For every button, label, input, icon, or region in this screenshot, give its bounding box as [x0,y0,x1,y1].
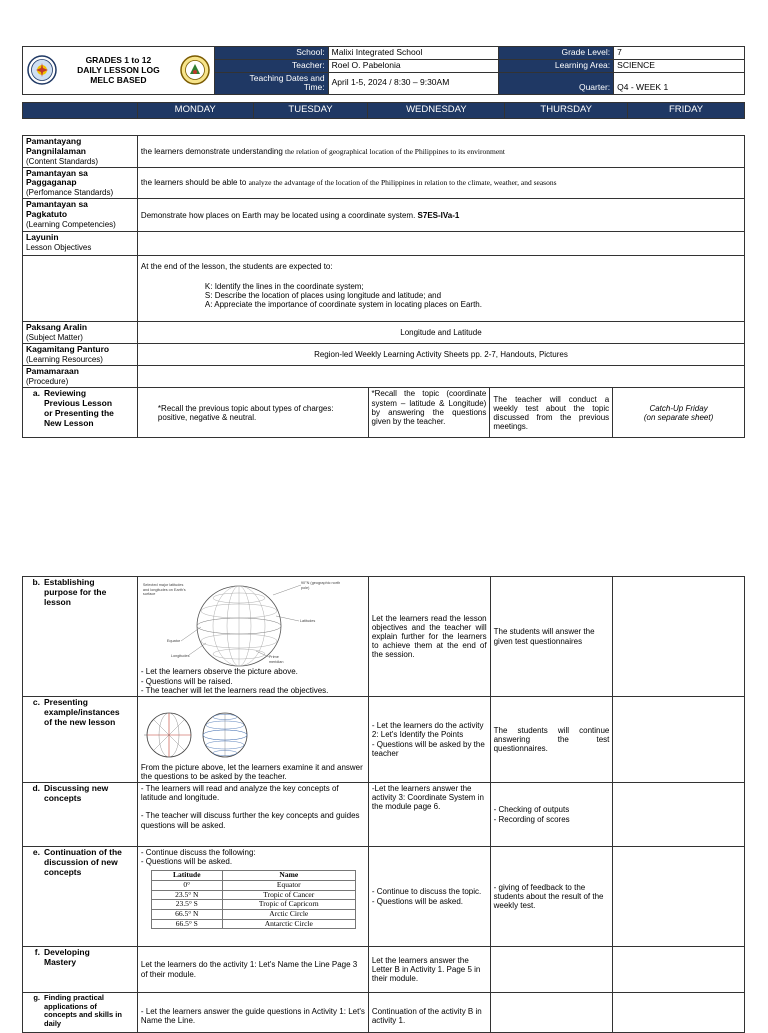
mastery-wed: Let the learners answer the Letter B in Activity 1. Page 5 in their module. [368,947,490,993]
applications-mon-tue: - Let the learners answer the guide questions in Activity 1: Let's Name the Line. [137,993,368,1033]
reviewing-label [23,388,138,438]
establishing-mon-2: - Questions will be raised. [140,676,233,686]
globe-caption-prime-meridian: Prime meridian [268,655,284,664]
reviewing-label-text: Reviewing Previous Lesson or Presenting the New Lesson [44,388,114,428]
objectives-intro: At the end of the lesson, the students are expected to: [140,262,333,272]
globe-caption-equator: Equator [166,639,181,644]
performance-standards-label [23,167,138,199]
area-value: SCIENCE [614,59,745,72]
discussing-thu-2: - Recording of scores [493,814,570,824]
day-thursday: THURSDAY [505,103,628,119]
subject-label-bold: Paksang Aralin [26,322,88,333]
lat-long-diagram-picture [141,705,261,763]
perf-std-text-a: the learners should be able to [140,178,247,188]
dates-label-line-1: Teaching Dates and [249,72,325,83]
mastery-label [23,947,138,993]
discussing-label-text: Discussing new concepts [44,783,109,803]
name-col-head: Name [222,871,355,881]
school-value: Malixi Integrated School [328,47,499,60]
grade-label: Grade Level: [499,47,614,60]
perf-std-text-b: analyze the advantage of the location of the Philippines in relation to the climate, weather, and seasons [248,178,557,188]
mastery-fri [613,947,745,993]
lesson-table-2 [22,576,745,1033]
procedure-label-bold: Pamamaraan [26,366,79,377]
presenting-wed-1: - Let the learners do the activity 2: Let's Identify the Points [371,721,484,740]
content-std-label-sub: (Content Standards) [26,156,99,166]
perf-std-label-1: Pamantayan sa [26,167,88,178]
header-title-cell [23,47,215,95]
discussing-wed: -Let the learners answer the activity 3: Coordinate System in the module page 6. [368,783,490,847]
lat-cell: 66.5° N [151,909,222,919]
objectives-label-blank [23,256,138,322]
subject-label-sub: (Subject Matter) [26,333,83,343]
dates-label-line-2: Time: [303,81,325,92]
objectives-label-bold: Layunin [26,232,59,243]
globe-caption-selected: Selected major latitudes and longitudes on Earth's surface [142,583,186,597]
establishing-letter: b. [32,577,40,587]
days-bar-blank [23,103,138,119]
discussing-thu-1: - Checking of outputs [493,805,570,815]
applications-label [23,993,138,1033]
competency-text [137,199,744,232]
applications-fri [613,993,745,1033]
continuation-fri [613,847,745,947]
continuation-mon-tue [137,847,368,947]
resources-text: Region-led Weekly Learning Activity Sheets pp. 2-7, Handouts, Pictures [137,344,744,366]
latitude-table [151,870,356,929]
presenting-label [23,697,138,783]
presenting-mon-tue [137,697,368,783]
presenting-mon-text: From the picture above, let the learners examine it and answer the questions to be asked by the teacher. [140,762,363,781]
mastery-letter: f. [34,947,40,957]
establishing-wed: Let the learners read the lesson objectives and the teacher will explain further for the learners to achieve them at the end of the session. [368,577,490,697]
procedure-label-sub: (Procedure) [26,377,69,387]
name-cell: Antarctic Circle [222,919,355,929]
continuation-wed-2: - Questions will be asked. [371,896,464,906]
establishing-label-text: Establishing purpose for the lesson [44,577,107,607]
teacher-label: Teacher: [214,59,328,72]
discussing-letter: d. [32,783,40,793]
fri-catchup: Catch-Up Friday [649,403,708,413]
presenting-fri [613,697,745,783]
day-monday: MONDAY [137,103,253,119]
subject-matter-label [23,322,138,344]
day-tuesday: TUESDAY [253,103,368,119]
deped-seal-icon [27,55,57,85]
presenting-label-text: Presenting example/instances of the new lesson [44,697,120,727]
name-cell: Arctic Circle [222,909,355,919]
reviewing-letter: a. [32,388,40,399]
content-standards-text [137,136,744,168]
competency-text-main: Demonstrate how places on Earth may be located using a coordinate system. [140,210,416,220]
establishing-mon-3: - The teacher will let the learners read the objectives. [140,685,329,695]
establishing-mon-tue [137,577,368,697]
content-std-text-b: the relation of geographical location of the Philippines to its environment [285,146,505,156]
content-std-label-1: Pamantayang [26,136,82,146]
subject-matter-text: Longitude and Latitude [137,322,744,344]
discussing-mon-1: - The learners will read and analyze the key concepts of latitude and longitude. [140,784,339,803]
title-line-3: MELC BASED [90,75,147,86]
presenting-letter: c. [32,697,40,707]
globe-caption-longitudes: Longitudes [170,654,190,659]
discussing-thu [490,783,613,847]
competency-label-sub: (Learning Competencies) [26,219,116,229]
mastery-mon-tue: Let the learners do the activity 1: Let's Name the Line Page 3 of their module. [137,947,368,993]
lat-cell: 66.5° S [151,919,222,929]
grade-value: 7 [614,47,745,60]
competency-label [23,199,138,232]
content-standards-label [23,136,138,168]
establishing-label [23,577,138,697]
continuation-label-text: Continuation of the discussion of new concepts [44,847,122,877]
objective-s: S: Describe the location of places using longitude and latitude; and [204,290,442,300]
globe-caption-pole: 90°N (geographic north pole) [300,581,341,590]
lesson-table-1 [22,135,745,438]
teacher-value: Roel O. Pabelonia [328,59,499,72]
name-cell: Tropic of Capricorn [222,900,355,910]
day-friday: FRIDAY [628,103,745,119]
continuation-label [23,847,138,947]
title-line-1: GRADES 1 to 12 [85,54,152,65]
performance-standards-text [137,167,744,199]
reviewing-thu: The teacher will conduct a weekly test about the topic discussed from the previous meetings. [490,388,613,438]
discussing-label [23,783,138,847]
latitude-col-head: Latitude [151,871,222,881]
applications-letter: g. [33,993,40,1002]
presenting-wed-2: - Questions will be asked by the teacher [371,739,485,758]
continuation-letter: e. [32,847,40,857]
establishing-thu: The students will answer the given test questionnaires [490,577,613,697]
applications-label-text: Finding practical applications of concepts and skills in daily [44,993,122,1028]
quarter-label: Quarter: [499,72,614,94]
competency-label-1: Pamantayan sa [26,199,88,210]
establishing-mon-1: - Let the learners observe the picture above. [140,667,298,677]
procedure-blank [137,366,744,388]
perf-std-label-sub: (Perfomance Standards) [26,188,114,198]
lat-cell: 0° [151,881,222,891]
applications-wed: Continuation of the activity B in activity 1. [368,993,490,1033]
procedure-label [23,366,138,388]
dates-value: April 1-5, 2024 / 8:30 – 9:30AM [328,72,499,94]
discussing-mon-2: - The teacher will discuss further the key concepts and guides questions will be asked. [140,811,360,830]
day-wednesday: WEDNESDAY [368,103,505,119]
continuation-wed-1: - Continue to discuss the topic. [371,887,482,897]
discussing-fri [613,783,745,847]
header-table [22,46,745,95]
applications-thu [490,993,613,1033]
lat-cell: 23.5° S [151,900,222,910]
quarter-value: Q4 - WEEK 1 [614,72,745,94]
content-std-label-2: Pangnilalaman [26,145,86,156]
competency-label-2: Pagkatuto [26,209,68,220]
globe-caption-latitudes: Latitudes [299,619,316,624]
continuation-thu: - giving of feedback to the students about the result of the weekly test. [490,847,613,947]
discussing-mon-tue [137,783,368,847]
mastery-label-text: Developing Mastery [44,947,90,967]
establishing-fri [613,577,745,697]
lat-cell: 23.5° N [151,890,222,900]
continuation-mon-1: - Continue discuss the following: [140,848,256,857]
school-seal-icon [180,55,210,85]
competency-code: S7ES-IVa-1 [417,210,460,220]
objectives-blank [137,232,744,256]
resources-label [23,344,138,366]
mastery-thu [490,947,613,993]
objectives-label [23,232,138,256]
presenting-wed [368,697,490,783]
continuation-wed [368,847,490,947]
objective-a: A: Appreciate the importance of coordinate system in locating places on Earth. [204,300,482,309]
objectives-text [137,256,744,322]
days-bar [22,102,745,119]
presenting-thu: The students will continue answering the test questionnaires. [490,697,613,783]
resources-label-sub: (Learning Resources) [26,355,103,365]
reviewing-mon-tue: *Recall the previous topic about types of charges: positive, negative & neutral. [137,388,368,438]
dates-label [214,72,328,94]
title-line-2: DAILY LESSON LOG [77,65,160,76]
resources-label-bold: Kagamitang Panturo [26,344,110,355]
objectives-label-sub: Lesson Objectives [26,243,92,253]
content-std-text-a: the learners demonstrate understanding [140,146,283,156]
perf-std-label-2: Paggaganap [26,177,77,188]
name-cell: Equator [222,881,355,891]
school-label: School: [214,47,328,60]
continuation-mon-2: - Questions will be asked. [140,857,233,867]
objective-k: K: Identify the lines in the coordinate system; [204,281,364,291]
reviewing-wed: *Recall the topic (coordinate system – latitude & Longitude) by answering the questions given by the teacher. [368,388,490,438]
fri-separate: (on separate sheet) [643,412,714,422]
name-cell: Tropic of Cancer [222,890,355,900]
reviewing-fri [613,388,745,438]
area-label: Learning Area: [499,59,614,72]
